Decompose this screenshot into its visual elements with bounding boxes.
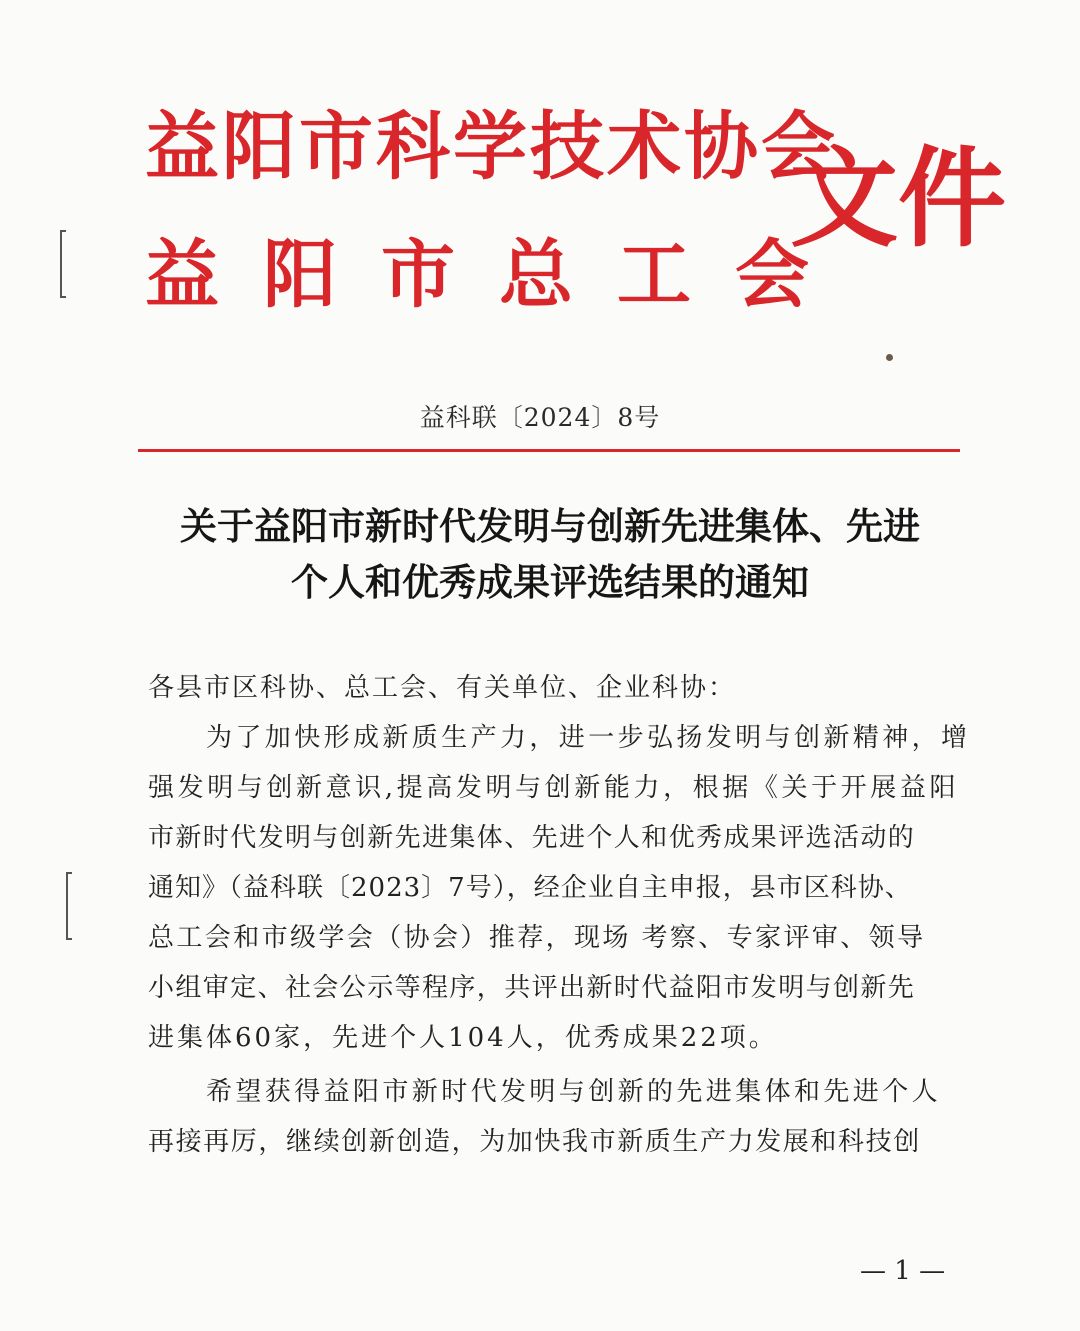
body-line: 强发明与创新意识,提高发明与创新能力，根据《关于开展益阳 [148,773,960,803]
page-number: — 1 — [860,1256,946,1286]
masthead-suffix: 文件 [790,136,1007,262]
body-line: 再接再厉，继续创新创造，为加快我市新质生产力发展和科技创 [148,1127,921,1157]
body-line: 进集体60家，先进个人104人，优秀成果22项。 [148,1023,778,1053]
masthead-org-line-1: 益阳市科学技术协会 [145,104,838,190]
body-line: 小组审定、社会公示等程序，共评出新时代益阳市发明与创新先 [148,973,916,1003]
masthead-org-line-2: 益阳市总工会 [145,232,853,318]
body-line: 为了加快形成新质生产力，进一步弘扬发明与创新精神，增 [206,723,971,753]
body-line: 希望获得益阳市新时代发明与创新的先进集体和先进个人 [206,1077,942,1107]
body-line: 市新时代发明与创新先进集体、先进个人和优秀成果评选活动的 [148,823,916,853]
binding-mark [60,230,62,298]
title-line-1: 关于益阳市新时代发明与创新先进集体、先进 [180,504,920,548]
scan-speck [886,354,893,361]
document-title [120,498,980,610]
title-line-2: 个人和优秀成果评选结果的通知 [291,560,809,604]
body-line: 总工会和市级学会（协会）推荐，现场 考察、专家评审、领导 [148,923,926,953]
red-divider [138,449,960,452]
salutation: 各县市区科协、总工会、有关单位、企业科协： [148,673,737,703]
document-number: 益科联〔2024〕8号 [419,403,661,432]
body-line: 通知》（益科联〔2023〕7号），经企业自主申报，县市区科协、 [148,873,912,903]
binding-mark [66,872,68,940]
